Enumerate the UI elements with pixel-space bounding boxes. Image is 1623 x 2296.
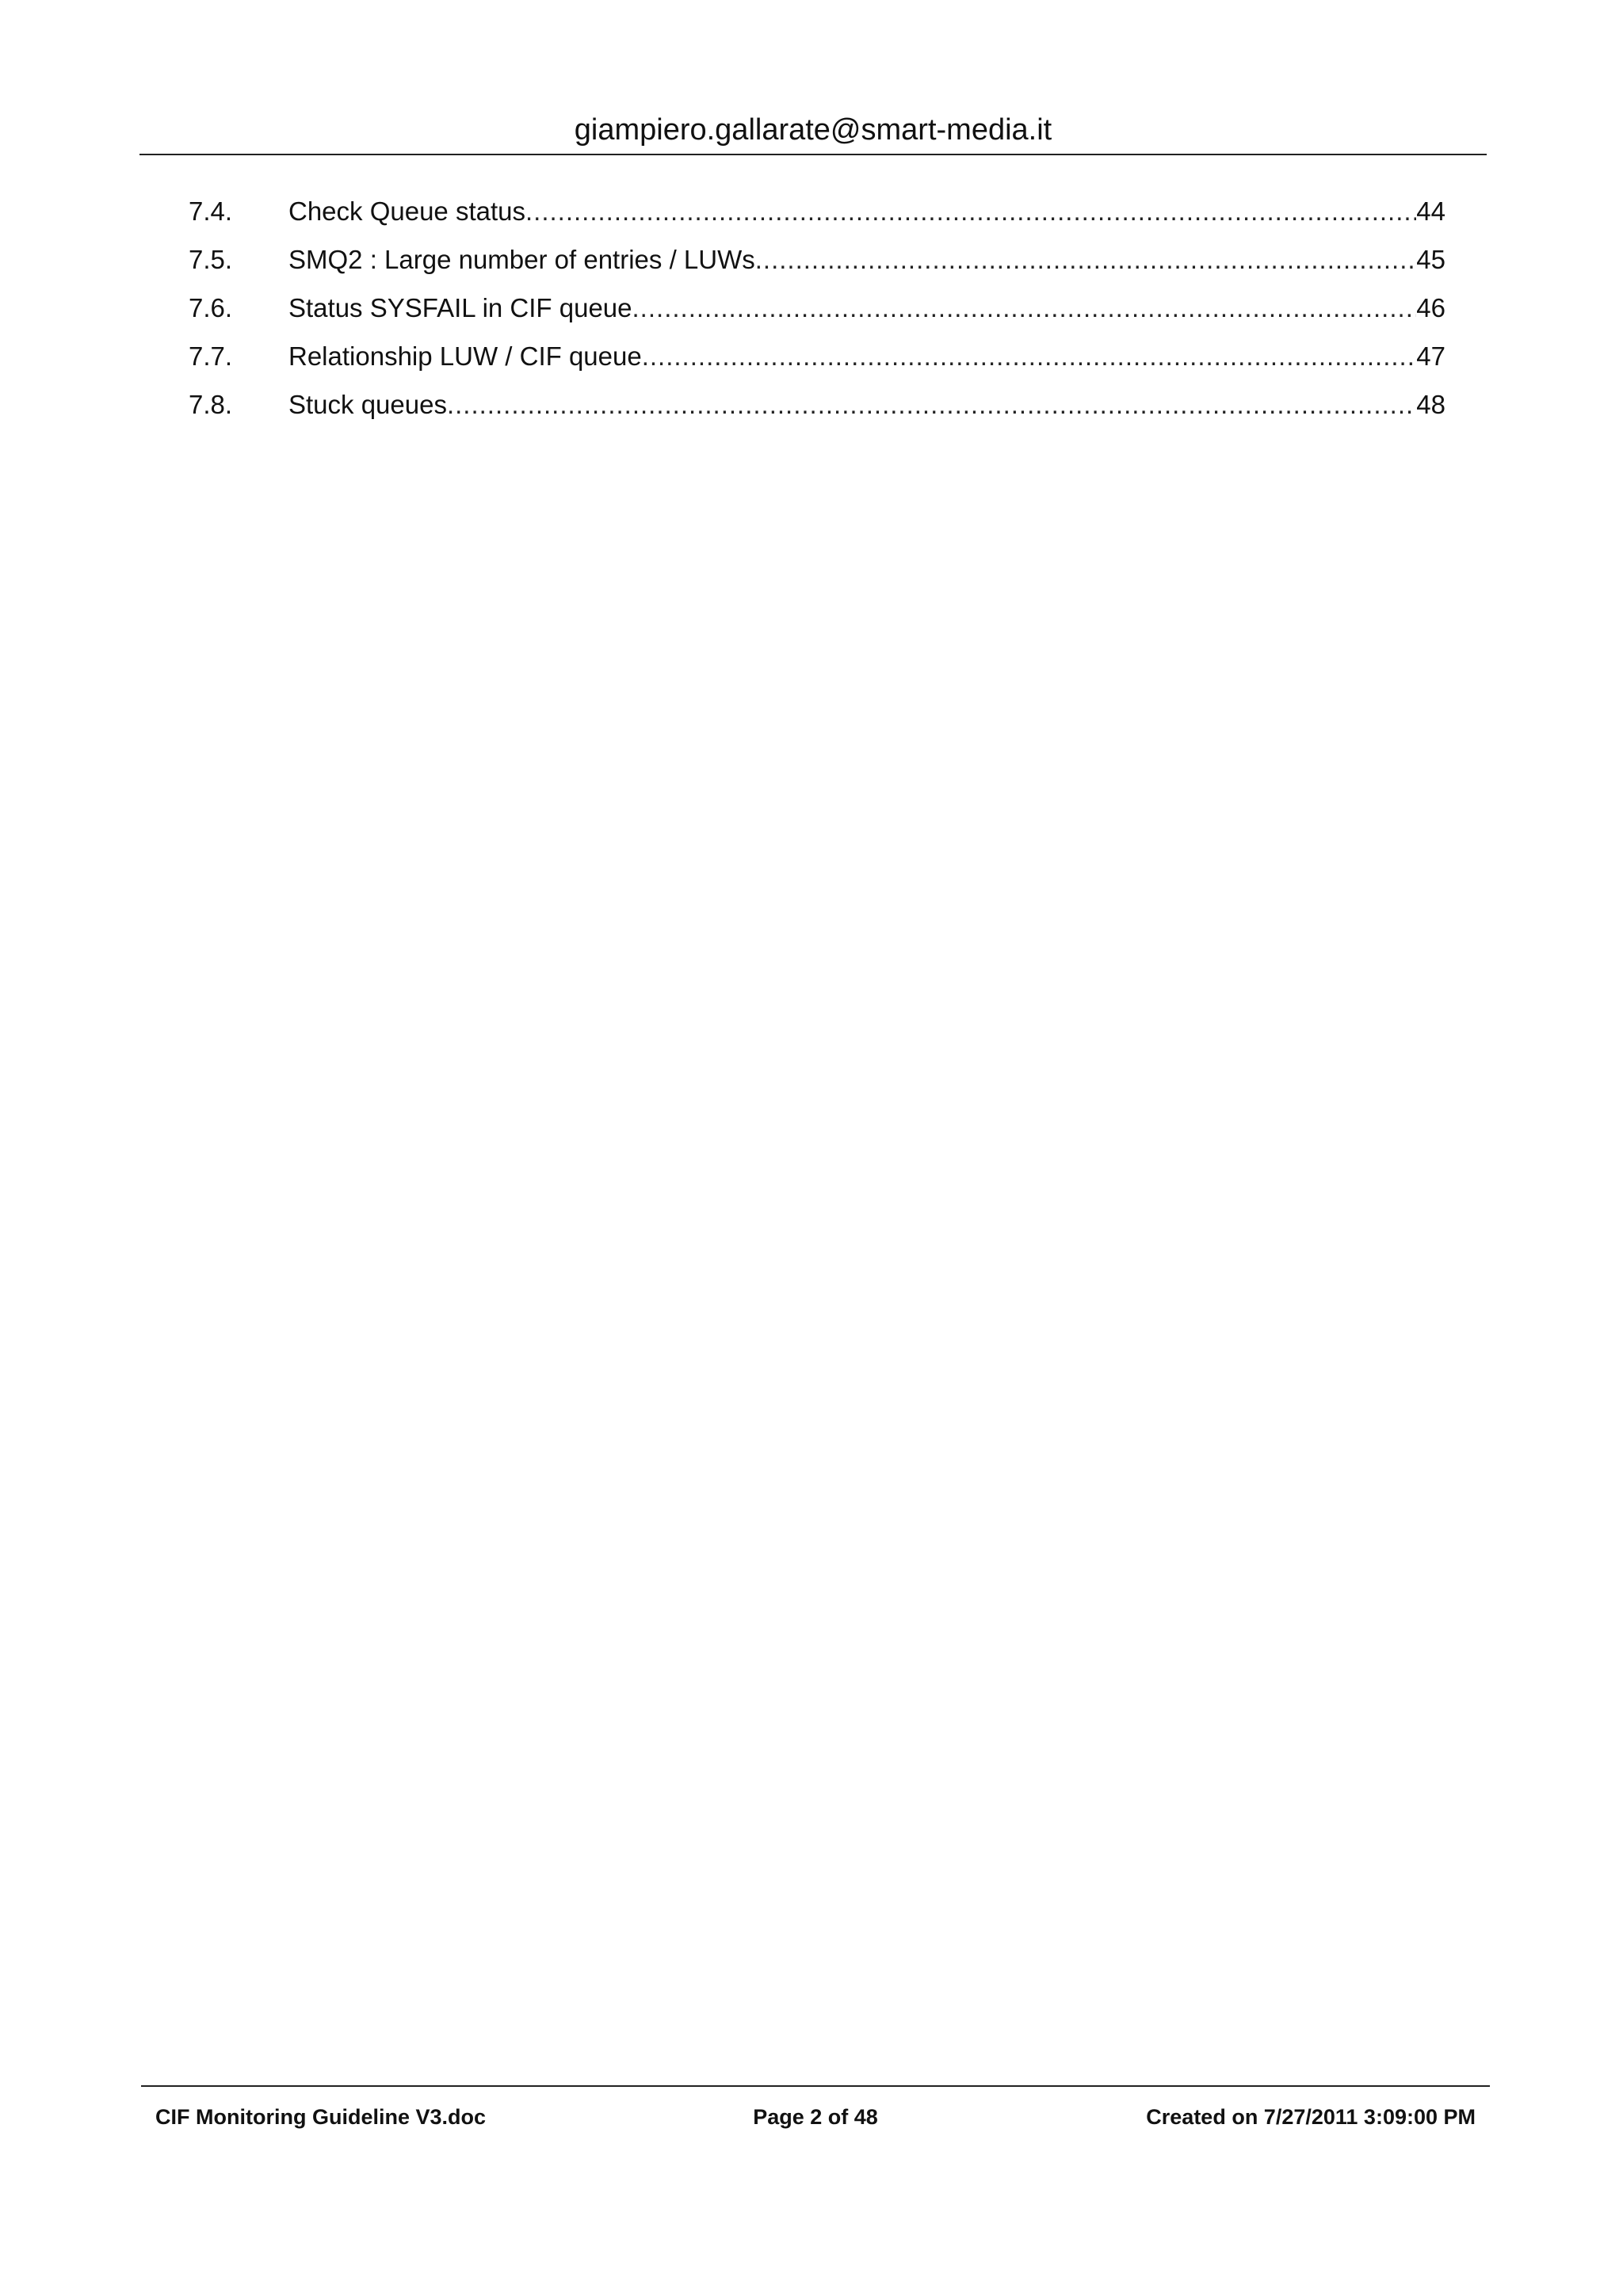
toc-entry-number: 7.7. xyxy=(189,341,233,371)
toc-entry-page[interactable]: 46 xyxy=(1416,293,1445,322)
toc-entry-number: 7.8. xyxy=(189,390,233,419)
table-of-contents xyxy=(189,187,1445,429)
toc-dot-leader xyxy=(642,332,1417,380)
toc-entry-title[interactable]: Check Queue status xyxy=(288,196,525,226)
toc-dot-leader xyxy=(525,187,1416,235)
toc-entry-title-wrap xyxy=(288,235,1445,284)
toc-entry-title-wrap xyxy=(288,284,1445,332)
toc-entry-title[interactable]: SMQ2 : Large number of entries / LUWs xyxy=(288,245,755,274)
toc-entry-title[interactable]: Stuck queues xyxy=(288,390,447,419)
toc-entry-title-wrap xyxy=(288,380,1445,429)
toc-entry-number: 7.6. xyxy=(189,293,233,322)
toc-dot-leader xyxy=(632,284,1417,332)
toc-entry-title[interactable]: Status SYSFAIL in CIF queue xyxy=(288,293,632,322)
page-header xyxy=(139,109,1487,155)
toc-entry-7-8[interactable] xyxy=(189,380,1445,429)
footer-created-date: Created on 7/27/2011 3:09:00 PM xyxy=(1146,2105,1476,2129)
toc-entry-number: 7.5. xyxy=(189,245,233,274)
toc-entry-7-4[interactable] xyxy=(189,187,1445,235)
toc-entry-7-5[interactable] xyxy=(189,235,1445,284)
toc-entry-7-6[interactable] xyxy=(189,284,1445,332)
toc-entry-title[interactable]: Relationship LUW / CIF queue xyxy=(288,341,642,371)
header-email: giampiero.gallarate@smart-media.it xyxy=(574,113,1052,147)
toc-entry-page[interactable]: 44 xyxy=(1416,196,1445,226)
toc-entry-number: 7.4. xyxy=(189,196,233,226)
toc-entry-title-wrap xyxy=(288,187,1445,235)
toc-dot-leader xyxy=(447,380,1416,429)
page-footer xyxy=(141,2085,1490,2142)
toc-entry-title-wrap xyxy=(288,332,1445,380)
footer-page-number: Page 2 of 48 xyxy=(753,2105,878,2129)
footer-document-name: CIF Monitoring Guideline V3.doc xyxy=(155,2105,486,2129)
toc-entry-page[interactable]: 45 xyxy=(1416,245,1445,274)
toc-dot-leader xyxy=(755,235,1417,284)
toc-entry-page[interactable]: 47 xyxy=(1416,341,1445,371)
toc-entry-7-7[interactable] xyxy=(189,332,1445,380)
toc-entry-page[interactable]: 48 xyxy=(1416,390,1445,419)
